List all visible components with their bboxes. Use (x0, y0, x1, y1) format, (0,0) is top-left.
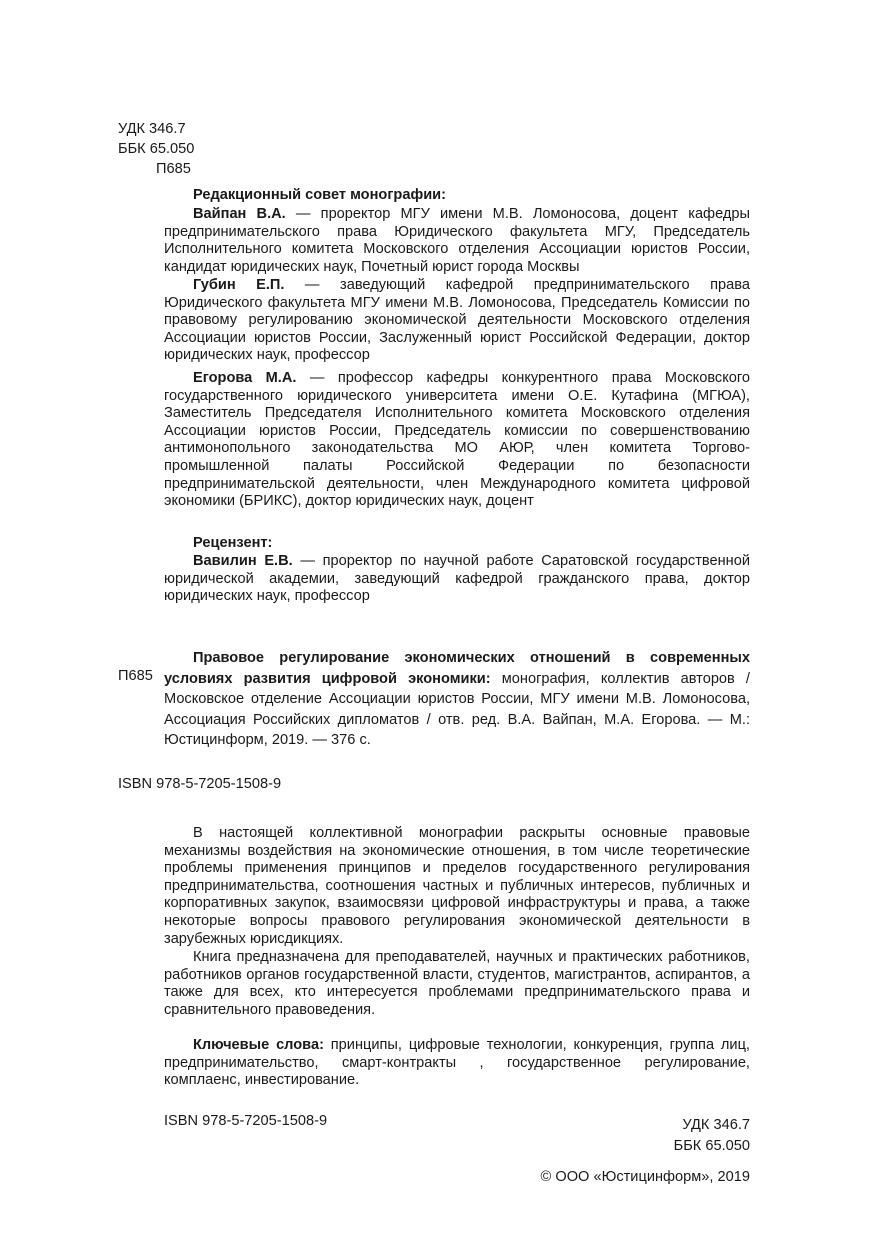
isbn-footer: ISBN 978-5-7205-1508-9 (164, 1113, 328, 1129)
member-name: Егорова М.А. (193, 370, 297, 386)
reviewer-heading-text: Рецензент: (193, 535, 273, 551)
board-member-gubin (164, 277, 750, 365)
member-description: — профессор кафедры конкурентного права Московского государственного юридического университета имени О.Е. Кутафина (МГЮА), Заместитель Председателя Исполнительного комитета Московского отделения Ассоциации юристов России, Председатель комиссии по совершенствованию антимонопольного законодательства МО АЮР, член комитета Торгово-промышленной палаты Российской Федерации по безопасности предпринимательской деятельности, член Международного комитета цифровой экономики (БРИКС), доктор юридических наук, доцент (164, 370, 750, 510)
isbn-top: ISBN 978-5-7205-1508-9 (118, 776, 282, 792)
annotation-paragraph-2: Книга предназначена для преподавателей, научных и практических работников, работников органов государственной власти, студентов, магистрантов, аспирантов, а также для всех, кто интересуется проблемами предпринимательского права и сравнительного правоведения. (164, 949, 750, 1018)
book-title: Правовое регулирование экономических отношений в современных условиях развития цифровой экономики: (164, 650, 750, 687)
member-description: — заведующий кафедрой предпринимательского права Юридического факультета МГУ имени М.В. Ломоносова, Председатель Комиссии по правовому регулированию экономической деятельности Московского отделения Ассоциации юристов России, Заслуженный юрист Российской Федерации, доктор юридических наук, профессор (164, 277, 750, 364)
reviewer-name: Вавилин Е.В. (193, 553, 293, 569)
udk-code: УДК 346.7 (118, 121, 186, 137)
board-member-egorova (164, 370, 750, 511)
bbk-code: ББК 65.050 (118, 141, 195, 157)
editorial-board-heading (193, 187, 446, 205)
reviewer-heading (193, 535, 272, 553)
bbk-footer: ББК 65.050 (673, 1138, 750, 1154)
member-description: — проректор МГУ имени М.В. Ломоносова, доцент кафедры предпринимательского права Юридического факультета МГУ, Председатель Исполнительного комитета Московского отделения Ассоциации юристов России, кандидат юридических наук, Почетный юрист города Москвы (164, 206, 750, 275)
copyright: © ООО «Юстицинформ», 2019 (540, 1169, 750, 1185)
keywords-label: Ключевые слова: (193, 1037, 324, 1053)
author-sign: П685 (156, 161, 191, 177)
reviewer-entry (164, 553, 750, 606)
keywords-text: принципы, цифровые технологии, конкуренция, группа лиц, предпринимательство, смарт-контракты , государственное регулирование, комплаенс, инвестирование. (164, 1037, 750, 1089)
keywords (164, 1037, 750, 1090)
annotation-paragraph-1: В настоящей коллективной монографии раскрыты основные правовые механизмы воздействия на экономические отношения, в том числе теоретические проблемы применения принципов и пределов государственного регулирования предпринимательства, соотношения частных и публичных интересов, публичных и корпоративных закупок, взаимосвязи цифровой инфраструктуры и права, а также некоторые вопросы правового регулирования экономической деятельности в зарубежных юрисдикциях. (164, 825, 750, 947)
member-name: Губин Е.П. (193, 277, 285, 293)
book-details: монография, коллектив авторов / Московское отделение Ассоциации юристов России, МГУ имени М.В. Ломоносова, Ассоциация Российских дипломатов / отв. ред. В.А. Вайпан, М.А. Егорова. — М.: Юстицинформ, 2019. — 376 с. (164, 670, 750, 748)
udk-footer: УДК 346.7 (682, 1117, 750, 1133)
member-name: Вайпан В.А. (193, 206, 286, 222)
bibliographic-record (164, 648, 750, 751)
editorial-board-heading-text: Редакционный совет монографии: (193, 187, 447, 203)
board-member-vaipan (164, 206, 750, 276)
reviewer-description: — проректор по научной работе Саратовской государственной юридической академии, заведующий кафедрой гражданского права, доктор юридических наук, профессор (164, 553, 751, 605)
bibliographic-sign: П685 (118, 668, 153, 684)
